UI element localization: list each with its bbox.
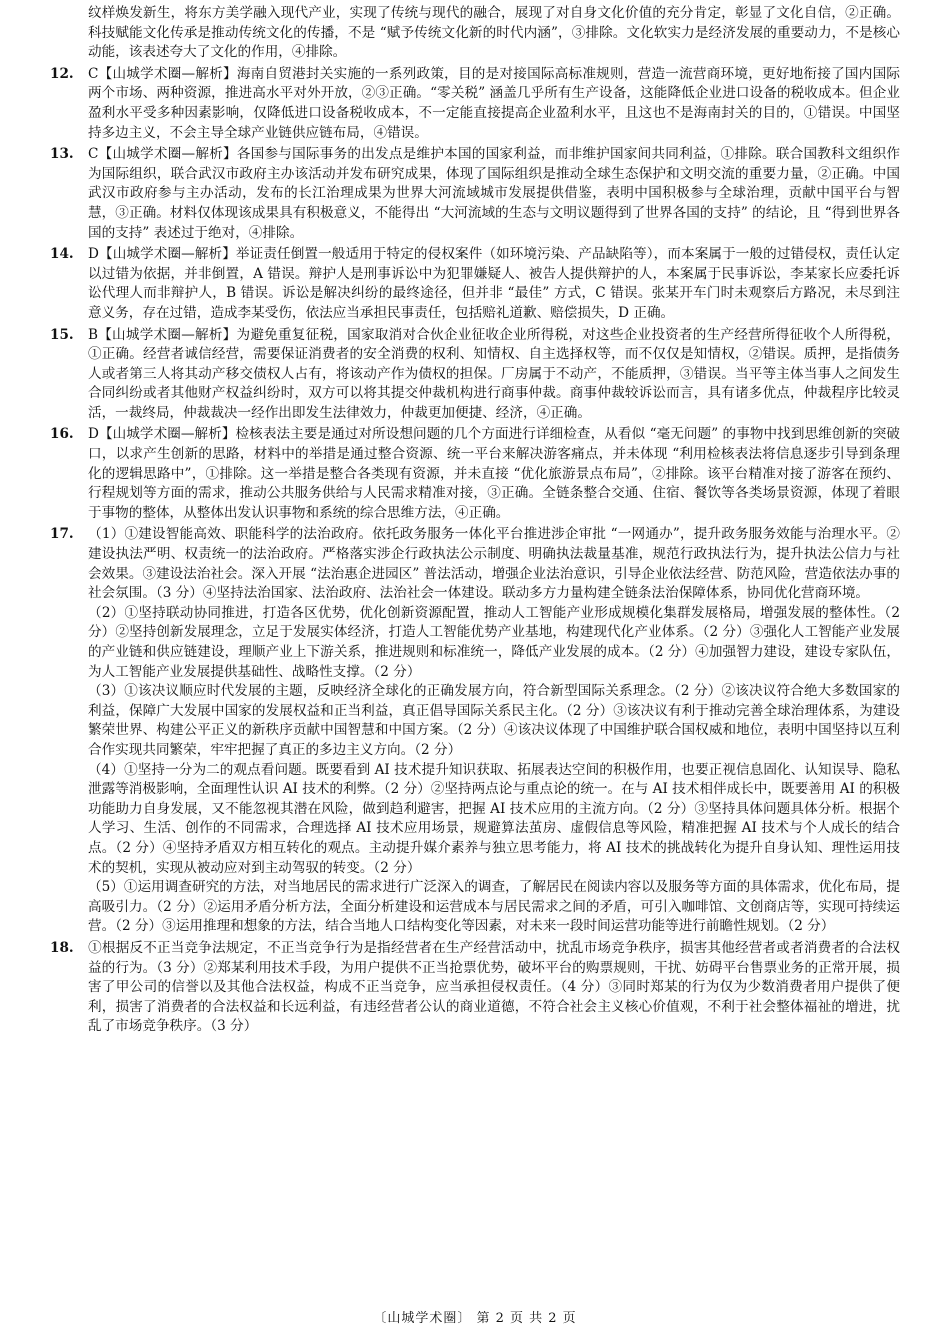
question-17-part-1: （1）①建设智能高效、职能科学的法治政府。依托政务服务一体化平台推进涉企审批 “一网通办”，提升政务服务效能与治理水平。②建设执法严明、权责统一的法治政府。严格落实涉企行政执法公示制度、明确执法裁量基准，规范行政执法行为，提升执法公信力与社会效果。③建设法治社会。深入开展 “法治惠企进园区” 普法活动，增强企业法治意识，引导企业依法经营、防范风险，营造依法办事的社会氛围。（3 分）④坚持法治国家、法治政府、法治社会一体建设。联动多方力量构建全链条法治保障体系，协同优化营商环境。 xyxy=(88,526,900,602)
question-number: 17. xyxy=(50,526,74,543)
question-17-part-4: （4）①坚持一分为二的观点看问题。既要看到 AI 技术提升知识获取、拓展表达空间的积极作用，也要正视信息固化、认知误导、隐私泄露等消极影响，全面理性认识 AI 技术的利弊。（2 分）②坚持两点论与重点论的统一。在与 AI 技术相伴成长中，既要善用 AI 的积极功能助力自身发展，又不能忽视其潜在风险，做到趋利避害，把握 AI 技术应用的主流方向。（2 分）③坚持具体问题具体分析。根据个人学习、生活、创作的不同需求，合理选择 AI 技术应用场景，规避算法茧房、虚假信息等风险，精准把握 AI 技术与个人成长的结合点。（2 分）④坚持矛盾双方相互转化的观点。主动提升媒介素养与独立思考能力，将 AI 技术的挑战转化为提升自身认知、理性运用技术的契机，实现从被动应对到主动驾驭的转变。（2 分） xyxy=(88,761,900,876)
question-answer-text: D【山城学术圈—解析】举证责任倒置一般适用于特定的侵权案件（如环境污染、产品缺陷等），而本案属于一般的过错侵权，责任认定以过错为依据，并非倒置，A 错误。辩护人是刑事诉讼中为犯罪嫌疑人、被告人提供辩护的人，本案属于民事诉讼，李某家长应委托诉讼代理人而非辩护人，B 错误。诉讼是解决纠纷的最终途径，但并非 “最佳” 方式，C 错误。张某开车门时未观察后方路况，未尽到注意义务，存在过错，造成李某受伤，依法应当承担民事责任，包括赔礼道歉、赔偿损失，D 正确。 xyxy=(88,246,900,321)
question-17 xyxy=(50,525,900,603)
question-16 xyxy=(50,425,900,523)
question-number: 13. xyxy=(50,146,74,163)
question-answer-text: B【山城学术圈—解析】为避免重复征税，国家取消对合伙企业征收企业所得税，对这些企业投资者的生产经营所得征收个人所得税，①正确。经营者诚信经营，需要保证消费者的安全消费的权利、知情权、自主选择权等，而不仅仅是知情权，②错误。质押，是指债务人或者第三人将其动产移交债权人占有，将该动产作为债权的担保。厂房属于不动产，不能质押，③错误。当平等主体当事人之间发生合同纠纷或者其他财产权益纠纷时，双方可以将其提交仲裁机构进行商事仲裁。商事仲裁较诉讼而言，具有诸多优点，仲裁程序比较灵活，一裁终局，仲裁裁决一经作出即发生法律效力，仲裁更加便捷、经济，④正确。 xyxy=(88,326,900,421)
question-13 xyxy=(50,145,900,243)
intro-continuation: 纹样焕发新生，将东方美学融入现代产业，实现了传统与现代的融合，展现了对自身文化价值的充分肯定，彰显了文化自信，②正确。科技赋能文化传承是推动传统文化的传播，不是 “赋予传统文化新的时代内涵”，③排除。文化软实力是经济发展的重要动力，不是核心动能，该表述夸大了文化的作用，④排除。 xyxy=(88,5,900,61)
question-number: 15. xyxy=(50,326,74,343)
question-17-part-3: （3）①该决议顺应时代发展的主题，反映经济全球化的正确发展方向，符合新型国际关系理念。（2 分）②该决议符合绝大多数国家的利益，保障广大发展中国家的发展权益和正当利益，真正倡导国际关系民主化。（2 分）③该决议有利于推动完善全球治理体系，为建设繁荣世界、构建公平正义的新秩序贡献中国智慧和中国方案。（2 分）④该决议体现了中国维护联合国权威和地位，表明中国坚持以互利合作实现共同繁荣，牢牢把握了真正的多边主义方向。（2 分） xyxy=(88,683,900,758)
question-17-part-5: （5）①运用调查研究的方法，对当地居民的需求进行广泛深入的调查，了解居民在阅读内容以及服务等方面的具体需求，优化布局，提高吸引力。（2 分）②运用矛盾分析方法，全面分析建设和运营成本与居民需求之间的矛盾，可引入咖啡馆、文创商店等，实现可持续运营。（2 分）③运用推理和想象的方法，结合当地人口结构变化等因素，对未来一段时间运营功能等进行前瞻性规划。（2 分） xyxy=(88,879,900,935)
question-number: 18. xyxy=(50,939,74,956)
question-18 xyxy=(50,939,900,1037)
question-number: 12. xyxy=(50,65,74,82)
question-12 xyxy=(50,65,900,143)
question-answer-text: D【山城学术圈—解析】检核表法主要是通过对所设想问题的几个方面进行详细检查，从看似 “毫无问题” 的事物中找到思维创新的突破口，以求产生创新的思路，材料中的举措是通过整合资源、统一平台来解决游客痛点，并未体现 “利用检核表法将信息逐步引导到条理化的逻辑思路中”，①排除。这一举措是整合各类现有资源，并未直接 “优化旅游景点布局”，②排除。该平台精准对接了游客在预约、行程规划等方面的需求，推动公共服务供给与人民需求精准对接，③正确。全链条整合交通、住宿、餐饮等各类场景资源，体现了着眼于事物的整体，从整体出发认识事物和系统的综合思维方法，④正确。 xyxy=(88,426,900,521)
answer-document xyxy=(50,4,900,1037)
question-answer-text: ①根据反不正当竞争法规定，不正当竞争行为是指经营者在生产经营活动中，扰乱市场竞争秩序，损害其他经营者或者消费者的合法权益的行为。（3 分）②郑某利用技术手段，为用户提供不正当抢票优势，破坏平台的购票规则，干扰、妨碍平台售票业务的正常开展，损害了甲公司的信誉以及其他合法权益，构成不正当竞争，应当承担侵权责任。（4 分）③同时郑某的行为仅为少数消费者用户提供了便利，损害了消费者的合法权益和长远利益，有违经营者公认的商业道德，不符合社会主义核心价值观，不利于社会整体福祉的增进，扰乱了市场竞争秩序。（3 分） xyxy=(88,939,900,1035)
question-number: 14. xyxy=(50,246,74,263)
question-answer-text: C【山城学术圈—解析】各国参与国际事务的出发点是维护本国的国家利益，而非维护国家间共同利益，①排除。联合国教科文组织作为国际组织，联合武汉市政府主办该活动并发布研究成果，体现了国际组织是推动全球生态保护和文明交流的重要力量，②正确。中国武汉市政府参与主办活动，发布的长江治理成果为世界大河流域城市发展提供借鉴，表明中国积极参与全球治理，贡献中国平台与智慧，③正确。材料仅体现该成果具有积极意义，不能得出 “大河流域的生态与文明议题得到了世界各国的支持” 的结论，且 “得到世界各国的支持” 表述过于绝对，④排除。 xyxy=(88,146,900,241)
question-answer-text: C【山城学术圈—解析】海南自贸港封关实施的一系列政策，目的是对接国际高标准规则，营造一流营商环境，更好地衔接了国内国际两个市场、两种资源，推进高水平对外开放，②③正确。“零关税” 涵盖几乎所有生产设备，这能降低企业进口设备的税收成本。但企业盈利水平受多种因素影响，仅降低进口设备税收成本，不一定能直接提高企业盈利水平，且这也不是海南封关的目的，①错误。中国坚持多边主义，不会主导全球产业链供应链布局，④错误。 xyxy=(88,65,900,141)
question-number: 16. xyxy=(50,426,74,443)
question-14 xyxy=(50,245,900,323)
page-footer: 〔山城学术圈〕 第 2 页 共 2 页 xyxy=(373,1311,577,1326)
question-15 xyxy=(50,326,900,424)
question-17-part-2: （2）①坚持联动协同推进，打造各区优势，优化创新资源配置，推动人工智能产业形成规模化集群发展格局，增强发展的整体性。（2 分）②坚持创新发展理念，立足于发展实体经济，打造人工智能优势产业基地，构建现代化产业体系。（2 分）③强化人工智能产业发展的产业链和供应链建设，理顺产业上下游关系，推进规则和标准统一，降低产业发展的成本。（2 分）④加强智力建设，建设专家队伍，为人工智能产业发展提供基础性、战略性支撑。（2 分） xyxy=(88,604,900,680)
